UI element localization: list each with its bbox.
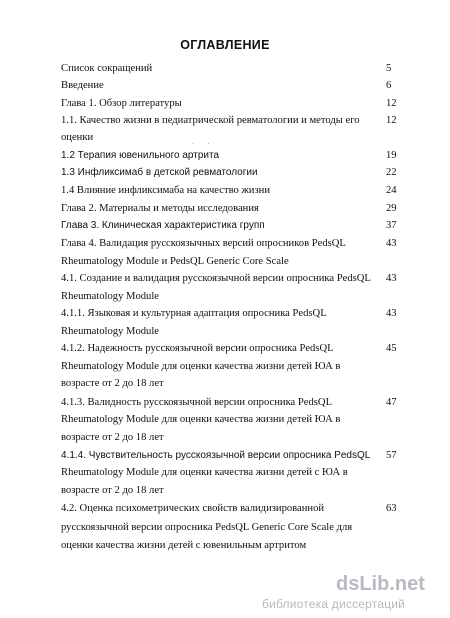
toc-entry-line: возрасте от 2 до 18 лет <box>61 485 164 496</box>
toc-entry-line: Rheumatology Module <box>61 326 159 337</box>
watermark-logo: dsLib.net <box>336 573 425 595</box>
toc-entry-line: Rheumatology Module <box>61 291 159 302</box>
toc-page-number: 6 <box>386 80 392 91</box>
toc-entry-line: оценки качества жизни детей с ювенильным артритом <box>61 540 307 551</box>
toc-page-number: 29 <box>386 203 397 214</box>
toc-page-number: 5 <box>386 63 392 74</box>
toc-page-number: 12 <box>386 98 397 109</box>
toc-entry-line: Глава 1. Обзор литературы <box>61 98 182 109</box>
toc-entry-line: 1.2 Терапия ювенильного артрита <box>61 150 220 161</box>
scan-speck: · · <box>192 141 210 147</box>
toc-entry-line: 1.1. Качество жизни в педиатрической ревматологии и методы его <box>61 115 360 126</box>
toc-entry-line: 4.1.1. Языковая и культурная адаптация опросника PedsQL <box>61 308 327 319</box>
toc-entry-line: 4.1. Создание и валидация русскоязычной версии опросника PedsQL <box>61 273 371 284</box>
toc-page-number: 22 <box>386 167 397 178</box>
toc-entry-line: Глава 4. Валидация русскоязычных версий опросников PedsQL <box>61 238 346 249</box>
toc-page-number: 43 <box>386 238 397 249</box>
toc-page-number: 63 <box>386 503 397 514</box>
toc-entry-line: Rheumatology Module для оценки качества жизни детей с ЮА в <box>61 467 348 478</box>
toc-page-number: 37 <box>386 220 397 231</box>
toc-entry-line: Глава 3. Клиническая характеристика групп <box>61 220 265 231</box>
toc-page-number: 43 <box>386 273 397 284</box>
toc-entry-line: Rheumatology Module и PedsQL Generic Core Scale <box>61 256 289 267</box>
toc-entry-line: Список сокращений <box>61 63 153 74</box>
toc-page-number: 12 <box>386 115 397 126</box>
toc-page-number: 24 <box>386 185 397 196</box>
toc-page-number: 43 <box>386 308 397 319</box>
toc-entry-line: 4.1.4. Чувствительность русскоязычной версии опросника PedsQL <box>61 450 371 461</box>
toc-page-number: 57 <box>386 450 397 461</box>
toc-entry-line: 4.1.2. Надежность русскоязычной версии опросника PedsQL <box>61 343 334 354</box>
toc-entry-line: 4.2. Оценка психометрических свойств валидизированной <box>61 503 325 514</box>
toc-entry-line: Введение <box>61 80 104 91</box>
toc-page-number: 45 <box>386 343 397 354</box>
toc-entry-line: Rheumatology Module для оценки качества жизни детей ЮА в <box>61 414 341 425</box>
toc-entry-line: возрасте от 2 до 18 лет <box>61 432 164 443</box>
toc-page-number: 19 <box>386 150 397 161</box>
toc-entry-line: русскоязычной версии опросника PedsQL Generic Core Scale для <box>61 522 353 533</box>
toc-entry-line: возрасте от 2 до 18 лет <box>61 378 164 389</box>
toc-entry-line: оценки <box>61 132 94 143</box>
toc-entry-line: Глава 2. Материалы и методы исследования <box>61 203 259 214</box>
toc-entry-line: 1.3 Инфликсимаб в детской ревматологии <box>61 167 258 178</box>
toc-entry-line: 4.1.3. Валидность русскоязычной версии опросника PedsQL <box>61 397 333 408</box>
page-title: ОГЛАВЛЕНИЕ <box>180 38 270 52</box>
watermark-subtitle: библиотека диссертаций <box>262 597 406 611</box>
toc-entry-line: Rheumatology Module для оценки качества жизни детей ЮА в <box>61 361 341 372</box>
toc-page-number: 47 <box>386 397 397 408</box>
toc-entry-line: 1.4 Влияние инфликсимаба на качество жизни <box>61 185 270 196</box>
